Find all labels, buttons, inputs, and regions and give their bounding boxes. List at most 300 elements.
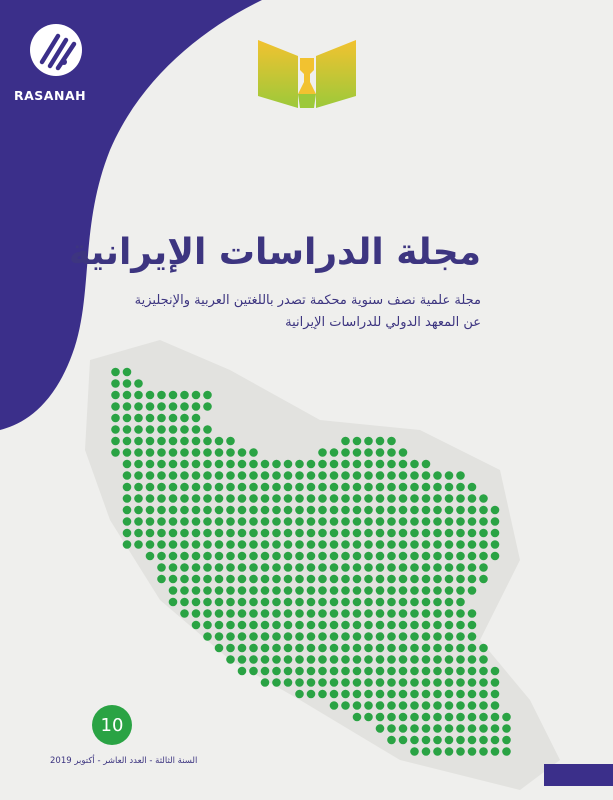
map-dot <box>399 713 408 722</box>
map-dot <box>479 517 488 526</box>
map-dot <box>468 736 477 745</box>
map-dot <box>456 529 465 538</box>
map-dot <box>180 437 189 446</box>
map-dot <box>330 701 339 710</box>
map-dot <box>192 563 201 572</box>
map-dot <box>180 598 189 607</box>
map-dot <box>192 402 201 411</box>
map-dot <box>261 644 270 653</box>
map-dot <box>307 644 316 653</box>
map-dot <box>284 632 293 641</box>
map-dot <box>410 552 419 561</box>
map-dot <box>134 391 143 400</box>
map-dot <box>433 517 442 526</box>
map-dot <box>399 540 408 549</box>
map-dot <box>134 379 143 388</box>
map-dot <box>318 690 327 699</box>
map-dot <box>238 632 247 641</box>
map-dot <box>479 506 488 515</box>
map-dot <box>502 724 511 733</box>
map-dot <box>376 655 385 664</box>
map-dot <box>284 506 293 515</box>
map-dot <box>376 609 385 618</box>
map-dot <box>146 471 155 480</box>
map-dot <box>387 655 396 664</box>
map-dot <box>284 667 293 676</box>
map-dot <box>330 609 339 618</box>
map-dot <box>433 690 442 699</box>
map-dot <box>468 506 477 515</box>
map-dot <box>272 563 281 572</box>
map-dot <box>295 540 304 549</box>
map-dot <box>399 552 408 561</box>
map-dot <box>479 690 488 699</box>
map-dot <box>134 437 143 446</box>
map-dot <box>226 494 235 503</box>
map-dot <box>410 483 419 492</box>
map-dot <box>353 460 362 469</box>
map-dot <box>238 506 247 515</box>
map-dot <box>456 678 465 687</box>
map-dot <box>192 517 201 526</box>
map-dot <box>422 690 431 699</box>
map-dot <box>249 471 258 480</box>
map-dot <box>249 460 258 469</box>
map-dot <box>491 713 500 722</box>
map-dot <box>226 655 235 664</box>
map-dot <box>261 598 270 607</box>
map-dot <box>341 483 350 492</box>
map-dot <box>445 609 454 618</box>
map-dot <box>456 644 465 653</box>
map-dot <box>169 460 178 469</box>
map-dot <box>123 506 132 515</box>
map-dot <box>399 494 408 503</box>
map-dot <box>215 448 224 457</box>
map-dot <box>422 575 431 584</box>
map-dot <box>192 391 201 400</box>
map-dot <box>295 667 304 676</box>
map-dot <box>238 552 247 561</box>
map-dot <box>353 655 362 664</box>
map-dot <box>261 586 270 595</box>
map-dot <box>261 609 270 618</box>
map-dot <box>376 494 385 503</box>
map-dot <box>468 747 477 756</box>
map-dot <box>272 471 281 480</box>
map-dot <box>318 494 327 503</box>
map-dot <box>468 494 477 503</box>
map-dot <box>364 621 373 630</box>
map-dot <box>479 713 488 722</box>
map-dot <box>341 678 350 687</box>
map-dot <box>192 448 201 457</box>
map-dot <box>169 598 178 607</box>
map-dot <box>387 713 396 722</box>
map-dot <box>123 379 132 388</box>
map-dot <box>318 655 327 664</box>
map-dot <box>468 678 477 687</box>
map-dot <box>399 506 408 515</box>
map-dot <box>445 713 454 722</box>
map-dot <box>445 724 454 733</box>
map-dot <box>169 563 178 572</box>
map-dot <box>307 598 316 607</box>
map-dot <box>376 460 385 469</box>
map-dot <box>399 701 408 710</box>
map-dot <box>307 678 316 687</box>
map-dot <box>445 621 454 630</box>
map-dot <box>491 552 500 561</box>
map-dot <box>479 563 488 572</box>
map-dot <box>284 678 293 687</box>
map-dot <box>203 529 212 538</box>
map-dot <box>146 506 155 515</box>
map-dot <box>226 563 235 572</box>
map-dot <box>318 575 327 584</box>
map-dot <box>261 506 270 515</box>
map-dot <box>387 540 396 549</box>
map-dot <box>157 506 166 515</box>
map-dot <box>468 667 477 676</box>
map-dot <box>353 563 362 572</box>
map-dot <box>123 483 132 492</box>
map-dot <box>433 483 442 492</box>
map-dot <box>376 598 385 607</box>
map-dot <box>134 402 143 411</box>
map-dot <box>433 563 442 572</box>
map-dot <box>249 517 258 526</box>
map-dot <box>456 483 465 492</box>
map-dot <box>330 667 339 676</box>
map-dot <box>479 678 488 687</box>
map-dot <box>318 517 327 526</box>
map-dot <box>399 517 408 526</box>
map-dot <box>330 540 339 549</box>
map-dot <box>203 632 212 641</box>
map-dot <box>192 609 201 618</box>
map-dot <box>226 621 235 630</box>
map-dot <box>203 391 212 400</box>
map-dot <box>330 483 339 492</box>
map-dot <box>468 690 477 699</box>
map-dot <box>180 586 189 595</box>
map-dot <box>146 391 155 400</box>
map-dot <box>433 667 442 676</box>
map-dot <box>180 414 189 423</box>
map-dot <box>341 506 350 515</box>
map-dot <box>180 391 189 400</box>
map-dot <box>203 575 212 584</box>
map-dot <box>272 609 281 618</box>
map-dot <box>134 540 143 549</box>
map-dot <box>410 736 419 745</box>
map-dot <box>146 414 155 423</box>
map-dot <box>491 540 500 549</box>
map-dot <box>203 437 212 446</box>
map-dot <box>238 609 247 618</box>
map-dot <box>445 517 454 526</box>
map-dot <box>307 632 316 641</box>
map-dot <box>341 552 350 561</box>
map-dot <box>249 483 258 492</box>
map-dot <box>272 632 281 641</box>
map-dot <box>341 437 350 446</box>
map-dot <box>157 552 166 561</box>
map-dot <box>330 517 339 526</box>
map-dot <box>123 494 132 503</box>
map-dot <box>134 483 143 492</box>
map-dot <box>399 448 408 457</box>
map-dot <box>318 552 327 561</box>
map-dot <box>157 402 166 411</box>
map-dot <box>376 724 385 733</box>
map-dot <box>456 471 465 480</box>
map-dot <box>261 517 270 526</box>
map-dot <box>284 540 293 549</box>
map-dot <box>456 701 465 710</box>
map-dot <box>433 506 442 515</box>
map-dot <box>157 448 166 457</box>
map-dot <box>192 437 201 446</box>
map-dot <box>364 483 373 492</box>
map-dot <box>376 437 385 446</box>
map-dot <box>479 736 488 745</box>
map-dot <box>387 632 396 641</box>
map-dot <box>157 494 166 503</box>
map-dot <box>180 563 189 572</box>
map-dot <box>249 540 258 549</box>
map-dot <box>433 736 442 745</box>
map-dot <box>238 448 247 457</box>
map-dot <box>376 506 385 515</box>
map-dot <box>353 517 362 526</box>
map-dot <box>433 632 442 641</box>
map-dot <box>272 586 281 595</box>
map-dot <box>445 644 454 653</box>
map-dot <box>123 460 132 469</box>
map-dot <box>203 460 212 469</box>
map-dot <box>261 632 270 641</box>
map-dot <box>180 609 189 618</box>
map-dot <box>284 621 293 630</box>
map-dot <box>456 724 465 733</box>
map-dot <box>491 701 500 710</box>
map-dot <box>422 667 431 676</box>
map-dot <box>249 644 258 653</box>
map-dot <box>146 483 155 492</box>
map-dot <box>502 747 511 756</box>
map-dot <box>261 540 270 549</box>
map-dot <box>422 598 431 607</box>
map-dot <box>238 644 247 653</box>
map-dot <box>226 506 235 515</box>
map-dot <box>433 644 442 653</box>
map-dot <box>111 448 120 457</box>
map-dot <box>318 598 327 607</box>
map-dot <box>249 586 258 595</box>
map-dot <box>169 517 178 526</box>
map-dot <box>192 471 201 480</box>
map-dot <box>226 437 235 446</box>
map-dot <box>491 690 500 699</box>
map-dot <box>422 586 431 595</box>
map-dot <box>318 586 327 595</box>
map-dot <box>249 598 258 607</box>
map-dot <box>376 621 385 630</box>
map-dot <box>422 609 431 618</box>
map-dot <box>238 563 247 572</box>
map-dot <box>341 655 350 664</box>
map-dot <box>468 563 477 572</box>
map-dot <box>226 552 235 561</box>
map-dot <box>307 460 316 469</box>
map-dot <box>157 391 166 400</box>
map-dot <box>479 552 488 561</box>
map-dot <box>134 460 143 469</box>
map-dot <box>445 529 454 538</box>
map-dot <box>410 655 419 664</box>
map-dot <box>433 724 442 733</box>
map-dot <box>456 690 465 699</box>
map-dot <box>134 494 143 503</box>
map-dot <box>376 448 385 457</box>
map-dot <box>215 437 224 446</box>
map-dot <box>330 506 339 515</box>
map-dot <box>318 483 327 492</box>
map-dot <box>468 552 477 561</box>
map-dot <box>318 448 327 457</box>
map-dot <box>387 529 396 538</box>
map-dot <box>203 448 212 457</box>
map-dot <box>295 506 304 515</box>
map-dot <box>203 494 212 503</box>
map-dot <box>295 632 304 641</box>
map-dot <box>307 609 316 618</box>
map-dot <box>203 425 212 434</box>
map-dot <box>491 517 500 526</box>
map-dot <box>261 483 270 492</box>
map-dot <box>307 621 316 630</box>
map-dot <box>169 529 178 538</box>
map-dot <box>330 678 339 687</box>
map-dot <box>318 506 327 515</box>
map-dot <box>399 621 408 630</box>
map-dot <box>468 529 477 538</box>
map-dot <box>468 724 477 733</box>
map-dot <box>203 402 212 411</box>
map-dot <box>249 621 258 630</box>
map-dot <box>318 540 327 549</box>
map-dot <box>134 506 143 515</box>
map-dot <box>307 575 316 584</box>
map-dot <box>295 690 304 699</box>
map-dot <box>146 552 155 561</box>
map-dot <box>376 678 385 687</box>
map-dot <box>284 460 293 469</box>
map-dot <box>468 483 477 492</box>
map-dot <box>468 621 477 630</box>
map-dot <box>157 437 166 446</box>
map-dot <box>261 494 270 503</box>
map-dot <box>203 598 212 607</box>
map-dot <box>422 644 431 653</box>
map-dot <box>226 575 235 584</box>
map-dot <box>341 575 350 584</box>
map-dot <box>445 701 454 710</box>
map-dot <box>491 678 500 687</box>
map-dot <box>468 632 477 641</box>
map-dot <box>456 575 465 584</box>
map-dot <box>272 529 281 538</box>
map-dot <box>284 483 293 492</box>
map-dot <box>180 552 189 561</box>
map-dot <box>433 529 442 538</box>
map-dot <box>318 632 327 641</box>
map-dot <box>295 598 304 607</box>
map-dot <box>272 517 281 526</box>
map-dot <box>226 471 235 480</box>
map-dot <box>364 517 373 526</box>
map-dot <box>341 529 350 538</box>
map-dot <box>364 598 373 607</box>
map-dot <box>364 575 373 584</box>
map-dot <box>295 483 304 492</box>
map-dot <box>364 448 373 457</box>
map-dot <box>307 552 316 561</box>
map-dot <box>445 506 454 515</box>
map-dot <box>422 747 431 756</box>
map-dot <box>215 460 224 469</box>
map-dot <box>353 540 362 549</box>
map-dot <box>502 736 511 745</box>
map-dot <box>238 575 247 584</box>
map-dot <box>445 494 454 503</box>
map-dot <box>399 724 408 733</box>
map-dot <box>399 483 408 492</box>
map-dot <box>410 506 419 515</box>
map-dot <box>215 471 224 480</box>
map-dot <box>353 667 362 676</box>
map-dot <box>215 517 224 526</box>
map-dot <box>157 563 166 572</box>
map-dot <box>422 563 431 572</box>
map-dot <box>479 655 488 664</box>
map-dot <box>284 644 293 653</box>
map-dot <box>422 736 431 745</box>
map-dot <box>295 655 304 664</box>
map-dot <box>330 598 339 607</box>
map-dot <box>456 713 465 722</box>
map-dot <box>169 483 178 492</box>
subtitle-line-2: عن المعهد الدولي للدراسات الإيرانية <box>285 315 481 330</box>
map-dot <box>295 517 304 526</box>
map-dot <box>353 448 362 457</box>
map-dot <box>307 667 316 676</box>
map-dot <box>134 471 143 480</box>
map-dot <box>284 598 293 607</box>
map-dot <box>215 563 224 572</box>
map-dot <box>226 609 235 618</box>
map-dot <box>238 540 247 549</box>
map-dot <box>111 402 120 411</box>
map-dot <box>387 575 396 584</box>
map-dot <box>341 460 350 469</box>
map-dot <box>410 690 419 699</box>
map-dot <box>249 667 258 676</box>
map-dot <box>157 517 166 526</box>
map-dot <box>284 494 293 503</box>
